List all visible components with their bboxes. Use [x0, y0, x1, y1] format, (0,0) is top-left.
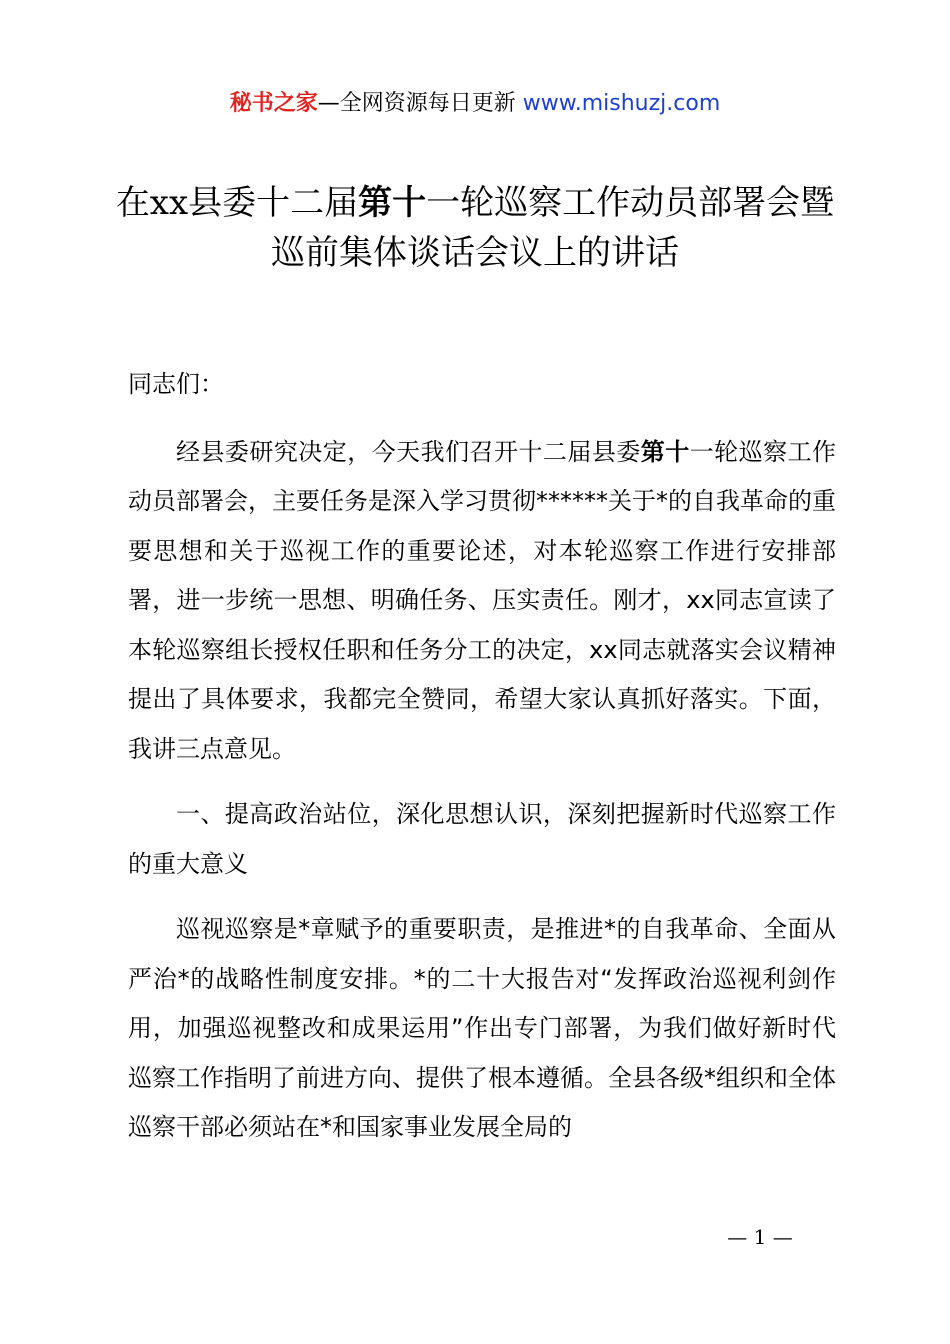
- paragraph-1-bold: 第十: [640, 437, 690, 466]
- site-brand: 秘书之家: [229, 91, 318, 116]
- paragraph-1-part-a: 经县委研究决定，今天我们召开十二届县委: [176, 437, 641, 466]
- document-title: [100, 178, 850, 278]
- salutation: 同志们：: [128, 370, 224, 398]
- paragraph-1-part-b: 一轮巡察工作动员部署会，主要任务是深入学习贯彻******关于*的自我革命的重要思想和关于巡视工作的重要论述，对本轮巡察工作进行安排部署，进一步统一思想、明确任务、压实责任。刚才，xx同志宣读了本轮巡察组长授权任职和任务分工的决定，xx同志就落实会议精神提出了具体要求，我都完全赞同，希望大家认真抓好落实。下面，我讲三点意见。: [128, 437, 837, 763]
- site-header: [0, 88, 950, 120]
- section-heading-1: 一、提高政治站位，深化思想认识，深刻把握新时代巡察工作的重大意义: [128, 800, 836, 878]
- title-part-1: 在xx县委十二届: [115, 183, 359, 223]
- paragraph-2: 巡视巡察是*章赋予的重要职责，是推进*的自我革命、全面从严治*的战略性制度安排。*的二十大报告对“发挥政治巡视利剑作用，加强巡视整改和成果运用”作出专门部署，为我们做好新时代巡察工作指明了前进方向、提供了根本遵循。全县各级*组织和全体巡察干部必须站在*和国家事业发展全局的: [128, 915, 836, 1141]
- document-body: [128, 360, 836, 1169]
- page-number: — 1 —: [727, 1225, 793, 1249]
- site-url-link[interactable]: www.mishuzj.com: [522, 91, 721, 116]
- paragraph-1: [128, 428, 836, 775]
- title-part-2: 一轮巡察工作动员部署会暨巡前集体谈话会议上的讲话: [271, 183, 835, 273]
- site-tagline: —全网资源每日更新: [317, 91, 523, 116]
- title-bold: 第十: [358, 183, 427, 223]
